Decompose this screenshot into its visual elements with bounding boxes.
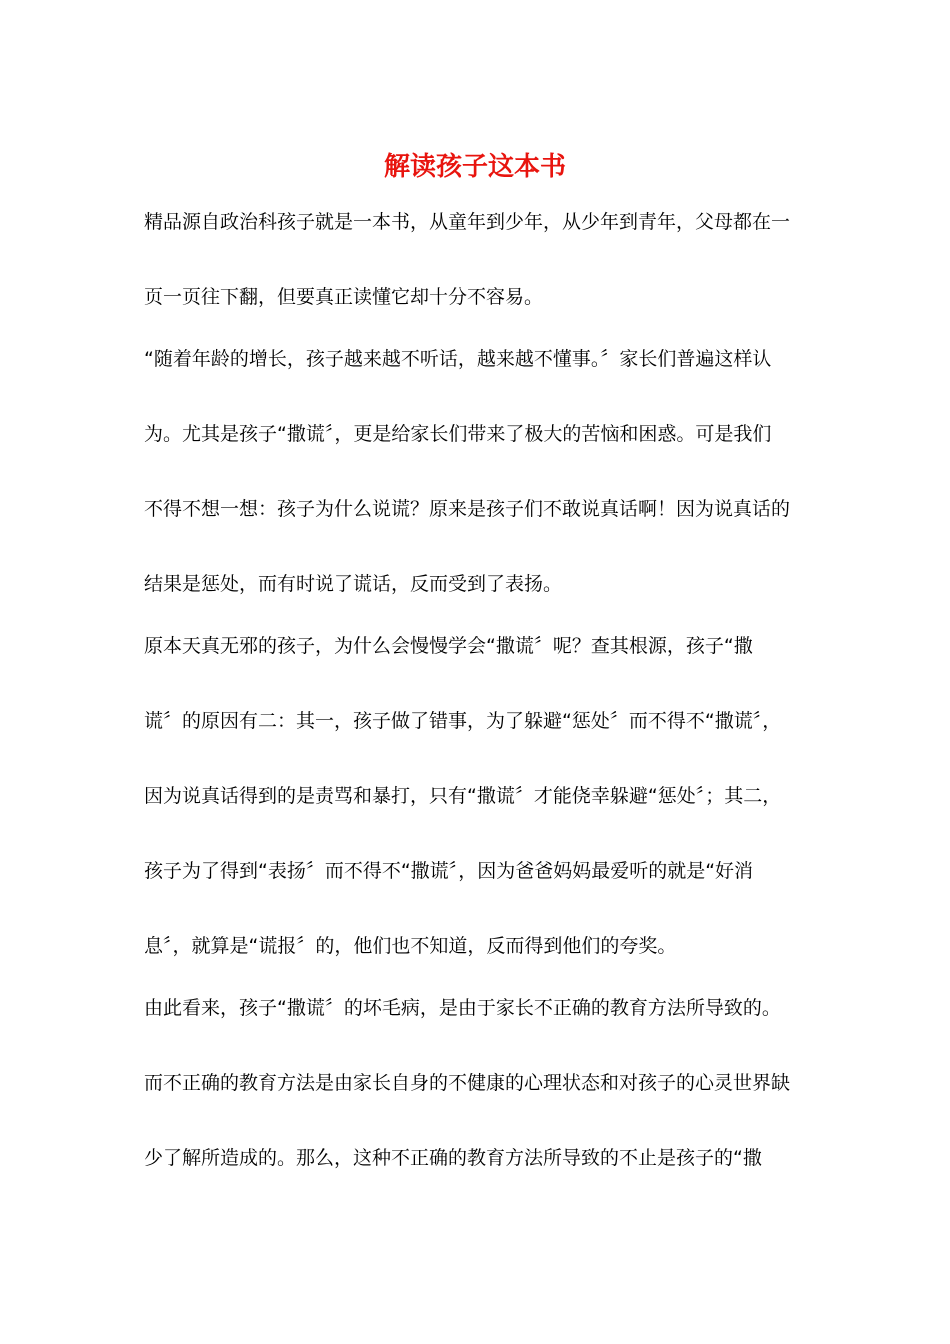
- text-line: 因为说真话得到的是责骂和暴打，只有“撒谎〞才能侥幸躲避“惩处〞；其二，: [144, 785, 782, 807]
- text-line: 少了解所造成的。那么，这种不正确的教育方法所导致的不止是孩子的“撒: [144, 1147, 762, 1169]
- text-line: 精品源自政治科孩子就是一本书，从童年到少年，从少年到青年，父母都在一: [144, 211, 791, 233]
- text-line: 结果是惩处，而有时说了谎话，反而受到了表扬。: [144, 573, 563, 595]
- text-line: 页一页往下翻，但要真正读懂它却十分不容易。: [144, 286, 544, 308]
- text-line: 息〞，就算是“谎报〞的，他们也不知道，反而得到他们的夸奖。: [144, 935, 677, 957]
- text-line: 谎〞的原因有二：其一，孩子做了错事，为了躲避“惩处〞而不得不“撒谎〞，: [144, 710, 782, 732]
- document-title: 解读孩子这本书: [383, 152, 566, 182]
- text-line: 为。尤其是孩子“撒谎〞，更是给家长们带来了极大的苦恼和困惑。可是我们: [144, 423, 772, 445]
- text-line: 不得不想一想：孩子为什么说谎？原来是孩子们不敢说真话啊！因为说真话的: [144, 498, 791, 520]
- text-line: 而不正确的教育方法是由家长自身的不健康的心理状态和对孩子的心灵世界缺: [144, 1072, 791, 1094]
- text-line: 原本天真无邪的孩子，为什么会慢慢学会“撒谎〞呢？查其根源，孩子“撒: [144, 635, 753, 657]
- text-line: 由此看来，孩子“撒谎〞的坏毛病，是由于家长不正确的教育方法所导致的。: [144, 997, 781, 1019]
- text-line: “随着年龄的增长，孩子越来越不听话，越来越不懂事。〞家长们普遍这样认: [144, 348, 772, 370]
- text-line: 孩子为了得到“表扬〞而不得不“撒谎〞，因为爸爸妈妈最爱听的就是“好消: [144, 860, 754, 882]
